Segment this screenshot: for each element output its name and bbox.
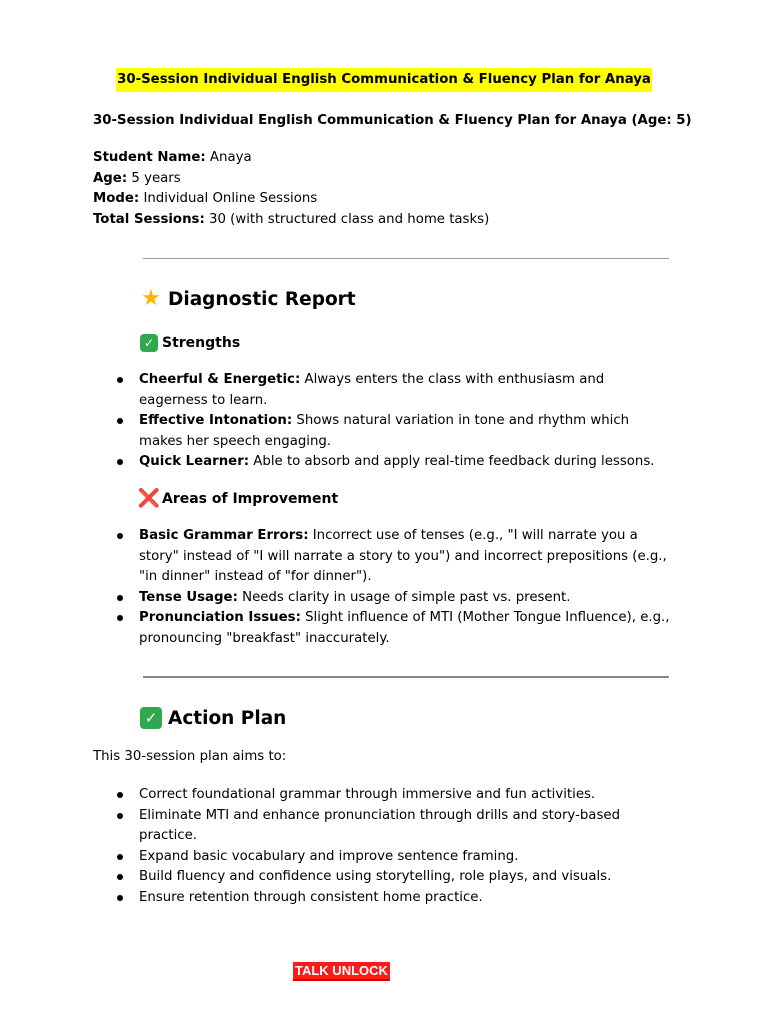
item-text: Shows natural variation in tone and rhythm which makes her speech engaging. <box>139 413 630 449</box>
item-label: Effective Intonation: <box>139 413 293 429</box>
diagnostic-report-title: Diagnostic Report <box>168 288 356 310</box>
list-item <box>113 370 673 411</box>
item-text: Slight influence of MTI (Mother Tongue Influence), e.g., pronouncing "breakfast" inaccurately. <box>139 610 670 646</box>
age-label: Age: <box>93 170 128 186</box>
check-mark-icon: ✓ <box>140 334 158 352</box>
improvement-list <box>113 526 673 650</box>
improvement-heading <box>137 488 339 509</box>
strengths-title: Strengths <box>162 335 241 351</box>
document-subtitle: 30-Session Individual English Communication & Fluency Plan for Anaya (Age: 5) <box>93 113 692 128</box>
strengths-list <box>113 370 673 473</box>
item-label: Basic Grammar Errors: <box>139 528 309 543</box>
check-mark-icon: ✓ <box>140 707 162 729</box>
student-name-row <box>93 148 489 169</box>
diagnostic-report-heading <box>140 288 356 310</box>
mode-row <box>93 189 489 210</box>
cross-mark-icon: ❌ <box>137 488 161 509</box>
list-item <box>113 588 673 609</box>
divider <box>143 258 669 259</box>
item-text: Needs clarity in usage of simple past vs. present. <box>237 589 571 605</box>
list-item: Correct foundational grammar through immersive and fun activities. <box>113 785 673 806</box>
action-plan-heading <box>140 707 286 729</box>
title-wrapper <box>0 68 768 92</box>
item-label: Pronunciation Issues: <box>139 610 301 626</box>
list-item <box>113 411 673 452</box>
item-label: Cheerful & Energetic: <box>139 372 301 387</box>
list-item <box>113 526 673 588</box>
divider <box>143 676 669 678</box>
mode-label: Mode: <box>93 191 140 207</box>
improvement-title: Areas of Improvement <box>162 491 339 507</box>
list-item: Eliminate MTI and enhance pronunciation through drills and story-based practice. <box>113 806 673 847</box>
document-title: 30-Session Individual English Communication & Fluency Plan for Anaya <box>116 68 652 92</box>
item-label: Tense Usage: <box>139 589 238 605</box>
list-item <box>113 452 673 473</box>
talk-unlock-logo: TALK UNLOCK <box>293 962 390 981</box>
strengths-heading <box>140 334 240 352</box>
action-plan-intro: This 30-session plan aims to: <box>93 749 287 764</box>
glowing-star-icon: ★ <box>141 286 161 311</box>
list-item <box>113 608 673 649</box>
item-text: Incorrect use of tenses (e.g., "I will narrate you a story" instead of "I will narrate a story to you") and incorrect prepositions (e.g., "in dinner" instead of "for dinner"). <box>139 528 667 585</box>
action-plan-title: Action Plan <box>168 707 287 729</box>
student-info <box>93 148 489 230</box>
item-text: Always enters the class with enthusiasm and eagerness to learn. <box>139 372 605 408</box>
student-name-value: Anaya <box>205 150 252 165</box>
item-text: Able to absorb and apply real-time feedback during lessons. <box>249 454 655 470</box>
student-name-label: Student Name: <box>93 150 206 165</box>
total-sessions-row <box>93 210 489 231</box>
list-item: Expand basic vocabulary and improve sentence framing. <box>113 847 673 868</box>
total-sessions-value: 30 (with structured class and home tasks) <box>204 211 490 227</box>
age-value: 5 years <box>127 170 181 186</box>
action-plan-list <box>113 785 673 909</box>
item-label: Quick Learner: <box>139 454 250 470</box>
mode-value: Individual Online Sessions <box>139 191 318 207</box>
list-item: Build fluency and confidence using storytelling, role plays, and visuals. <box>113 867 673 888</box>
age-row <box>93 169 489 190</box>
list-item: Ensure retention through consistent home practice. <box>113 888 673 909</box>
total-sessions-label: Total Sessions: <box>93 211 205 227</box>
